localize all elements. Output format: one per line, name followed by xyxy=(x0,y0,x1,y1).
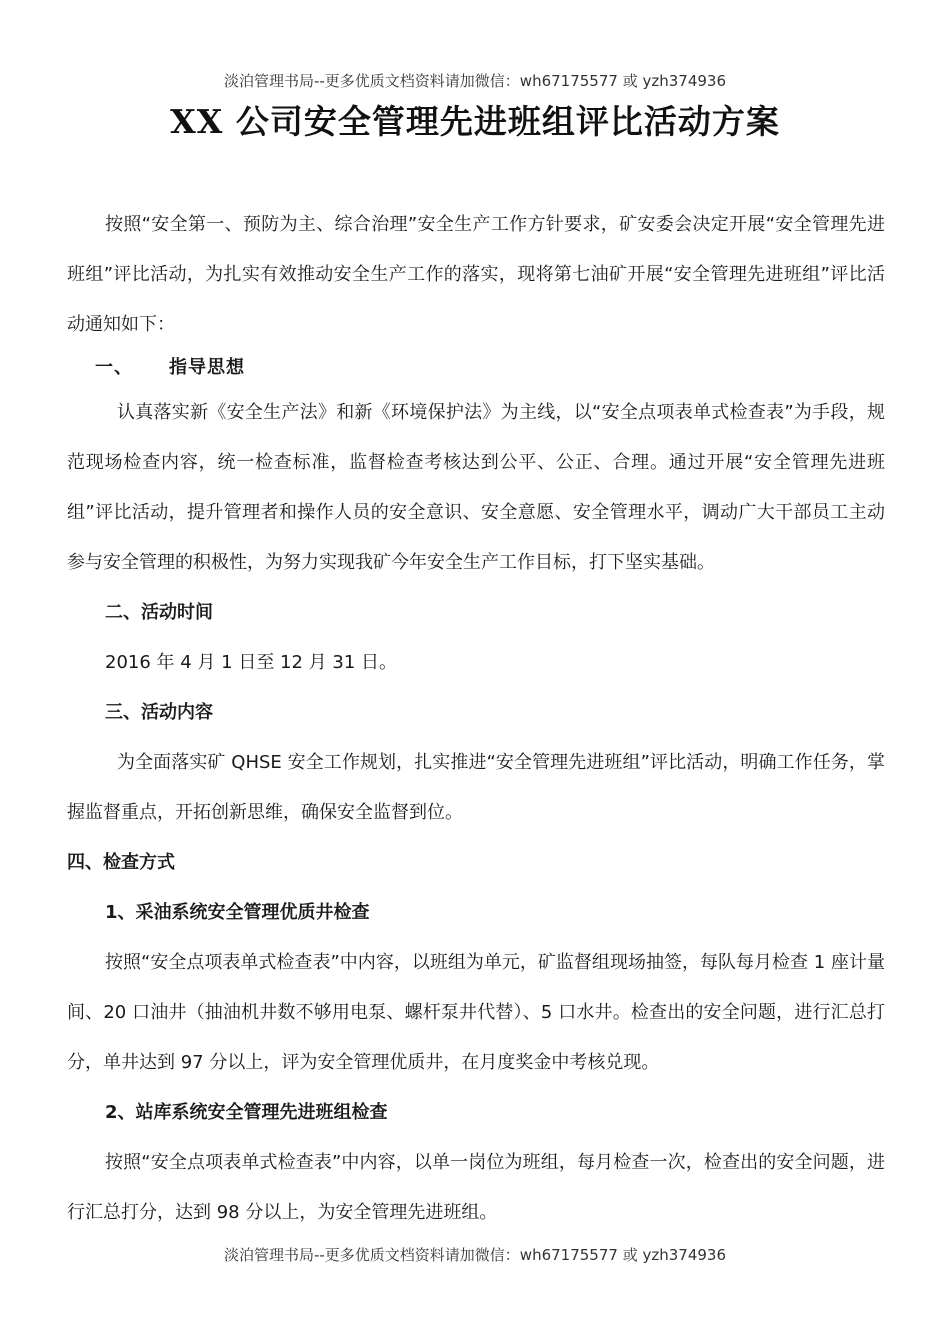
section-3-body: 为全面落实矿 QHSE 安全工作规划，扎实推进“安全管理先进班组”评比活动，明确工作任务，掌握监督重点，开拓创新思维，确保安全监督到位。 xyxy=(67,752,885,823)
section-4-heading: 四、检查方式 xyxy=(67,852,175,873)
section-2-body: 2016 年 4 月 1 日至 12 月 31 日。 xyxy=(105,652,398,673)
section-2-heading: 二、活动时间 xyxy=(105,602,213,623)
section-1-title: 指导思想 xyxy=(169,357,245,378)
header-note: 淡泊管理书局--更多优质文档资料请加微信：wh67175577 或 yzh374936 xyxy=(223,72,726,90)
intro-paragraph: 按照“安全第一、预防为主、综合治理”安全生产工作方针要求，矿安委会决定开展“安全管理先进班组”评比活动，为扎实有效推动安全生产工作的落实，现将第七油矿开展“安全管理先进班组”评比活动通知如下： xyxy=(67,214,885,335)
document-body xyxy=(67,200,885,1238)
section-4-sub1-body: 按照“安全点项表单式检查表”中内容，以班组为单元，矿监督组现场抽签，每队每月检查 1 座计量间、20 口油井（抽油机井数不够用电泵、螺杆泵井代替）、5 口水井。检查出的安全问题，进行汇总打分，单井达到 97 分以上，评为安全管理优质井，在月度奖金中考核兑现。 xyxy=(67,952,885,1073)
section-1-body: 认真落实新《安全生产法》和新《环境保护法》为主线，以“安全点项表单式检查表”为手段，规范现场检查内容，统一检查标准，监督检查考核达到公平、公正、合理。通过开展“安全管理先进班组”评比活动，提升管理者和操作人员的安全意识、安全意愿、安全管理水平，调动广大干部员工主动参与安全管理的积极性，为努力实现我矿今年安全生产工作目标，打下坚实基础。 xyxy=(67,402,885,573)
section-1-number: 一、 xyxy=(95,357,133,378)
section-4-sub1-heading: 1、采油系统安全管理优质井检查 xyxy=(105,902,370,923)
section-1-heading xyxy=(67,350,885,386)
section-4-sub2-heading: 2、站库系统安全管理先进班组检查 xyxy=(105,1102,388,1123)
section-4-sub2-body: 按照“安全点项表单式检查表”中内容，以单一岗位为班组，每月检查一次，检查出的安全问题，进行汇总打分，达到 98 分以上，为安全管理先进班组。 xyxy=(67,1152,885,1223)
section-3-heading: 三、活动内容 xyxy=(105,702,213,723)
document-title: XX 公司安全管理先进班组评比活动方案 xyxy=(170,102,780,141)
footer-note: 淡泊管理书局--更多优质文档资料请加微信：wh67175577 或 yzh374936 xyxy=(223,1246,726,1264)
